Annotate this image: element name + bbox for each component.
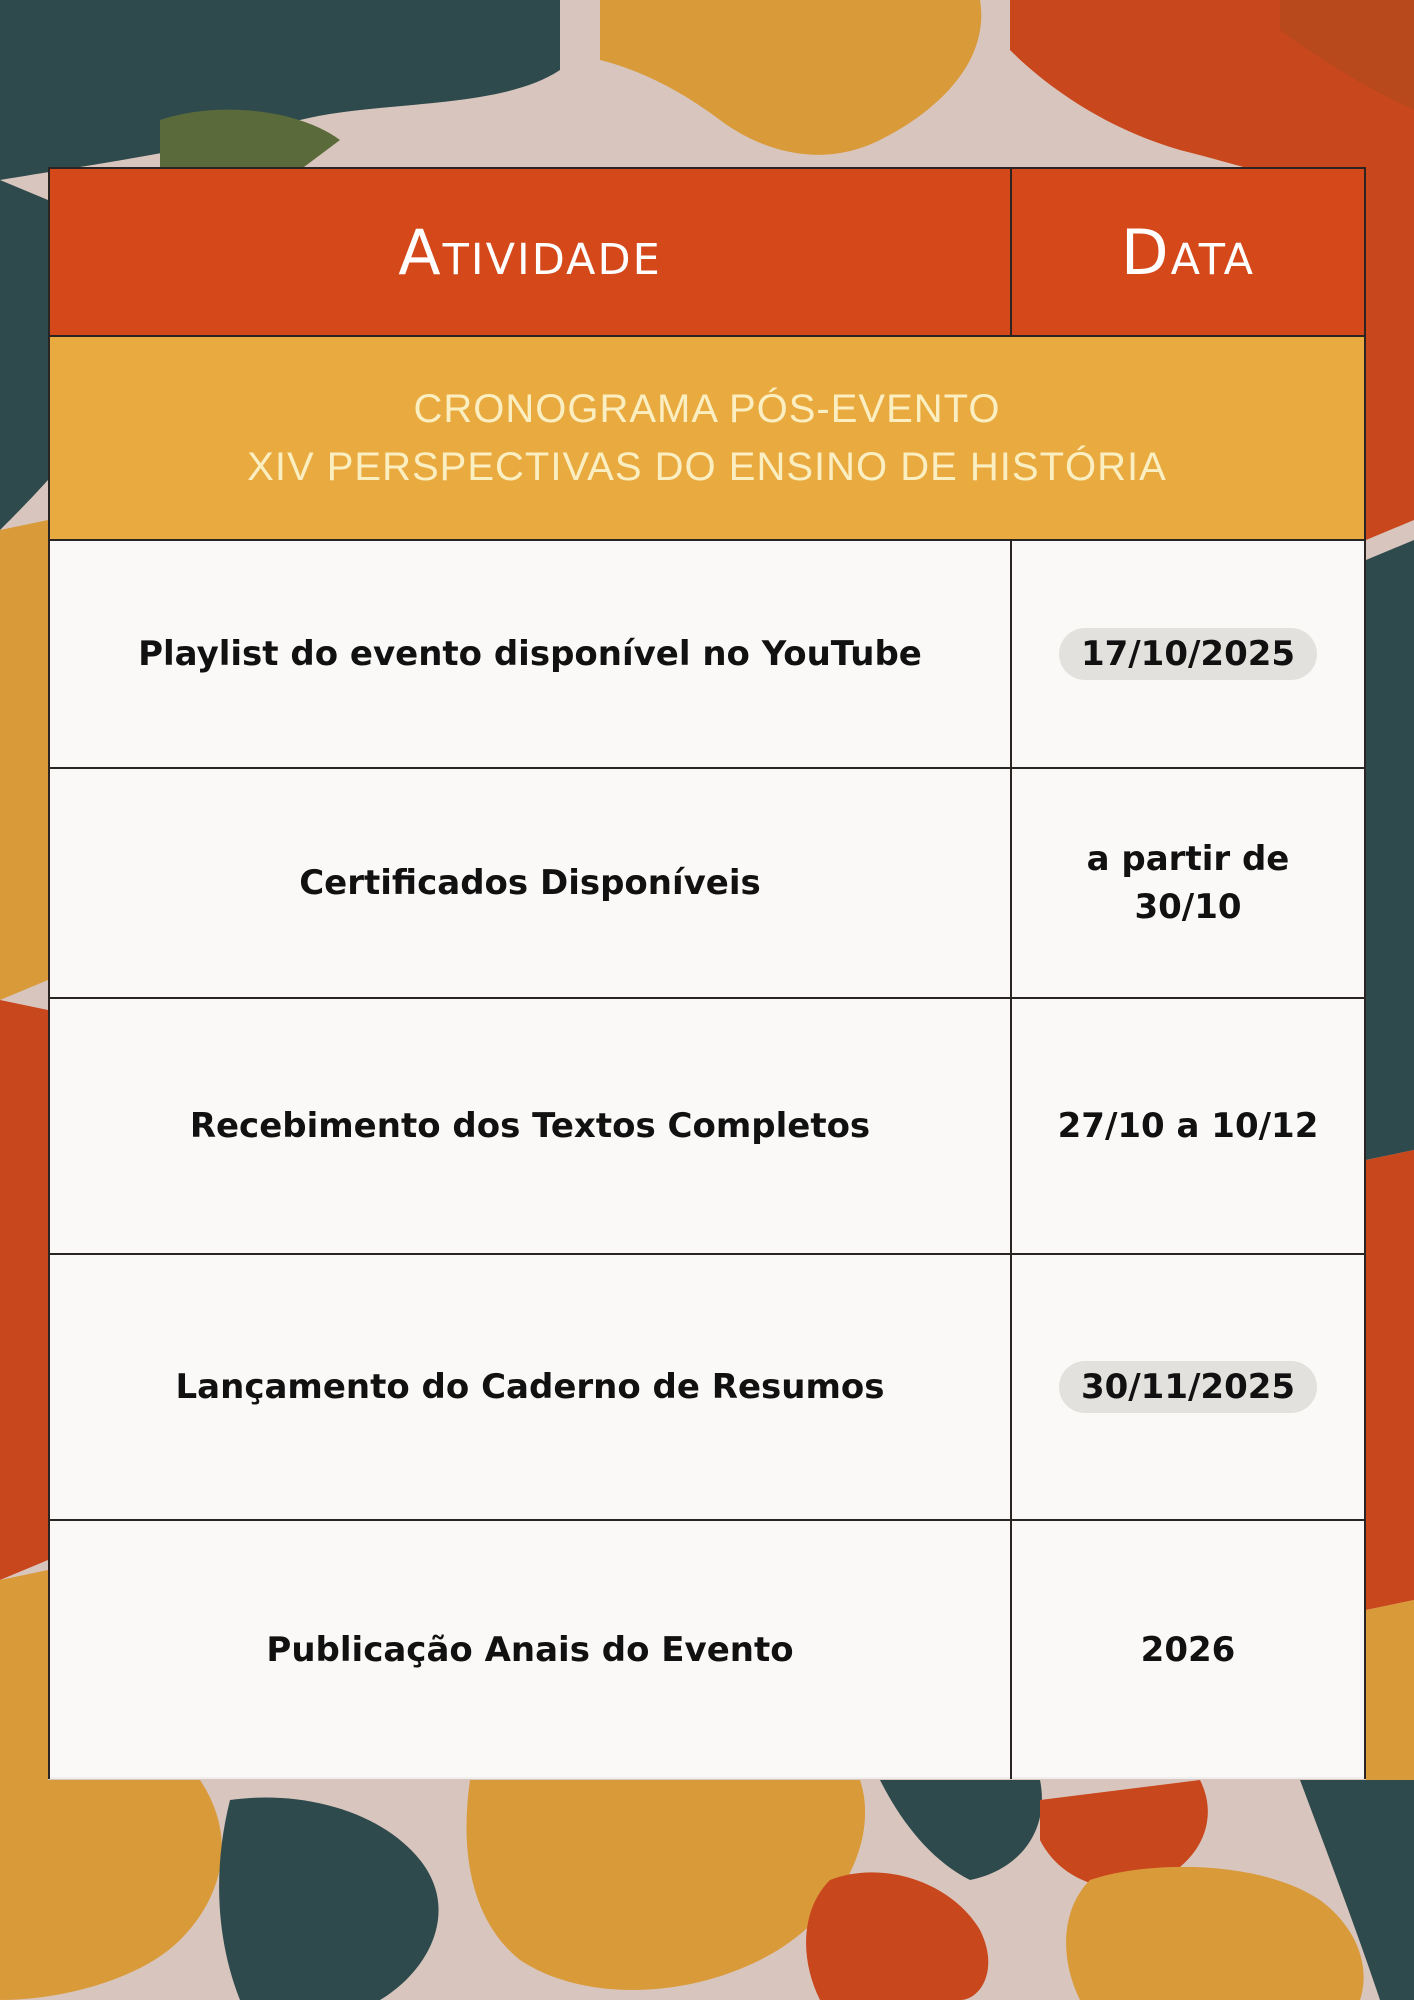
activity-cell xyxy=(50,1521,1012,1779)
subtitle-line-1: CRONOGRAMA PÓS-EVENTO xyxy=(413,387,1001,431)
date-text-line-1: a partir de xyxy=(1086,839,1290,879)
date-text: 27/10 a 10/12 xyxy=(1057,1106,1319,1146)
subtitle-line-2: XIV PERSPECTIVAS DO ENSINO DE HISTÓRIA xyxy=(247,445,1167,489)
activity-cell xyxy=(50,999,1012,1253)
activity-cell xyxy=(50,541,1012,767)
date-cell xyxy=(1012,1521,1364,1779)
table-row xyxy=(50,1521,1364,1779)
activity-text: Recebimento dos Textos Completos xyxy=(189,1106,871,1146)
table-row xyxy=(50,1255,1364,1521)
activity-text: Certificados Disponíveis xyxy=(299,863,761,903)
table-row xyxy=(50,999,1364,1255)
table-row xyxy=(50,769,1364,999)
date-cell xyxy=(1012,769,1364,997)
table-header xyxy=(50,169,1364,337)
column-header-date: Data xyxy=(1120,215,1256,289)
date-text-line-2: 30/10 xyxy=(1134,887,1242,927)
column-header-activity: Atividade xyxy=(50,169,1012,335)
schedule-subtitle-band xyxy=(50,337,1364,541)
date-cell xyxy=(1012,999,1364,1253)
table-body xyxy=(50,541,1364,1779)
activity-cell xyxy=(50,1255,1012,1519)
date-badge: 17/10/2025 xyxy=(1059,628,1317,680)
date-cell xyxy=(1012,1255,1364,1519)
schedule-table xyxy=(48,167,1366,1779)
date-badge: 30/11/2025 xyxy=(1059,1361,1317,1413)
activity-text: Publicação Anais do Evento xyxy=(266,1630,794,1670)
date-cell xyxy=(1012,541,1364,767)
table-row xyxy=(50,541,1364,769)
activity-text: Playlist do evento disponível no YouTube xyxy=(138,634,922,674)
date-text: 2026 xyxy=(1140,1630,1236,1670)
activity-cell xyxy=(50,769,1012,997)
activity-text: Lançamento do Caderno de Resumos xyxy=(175,1367,885,1407)
